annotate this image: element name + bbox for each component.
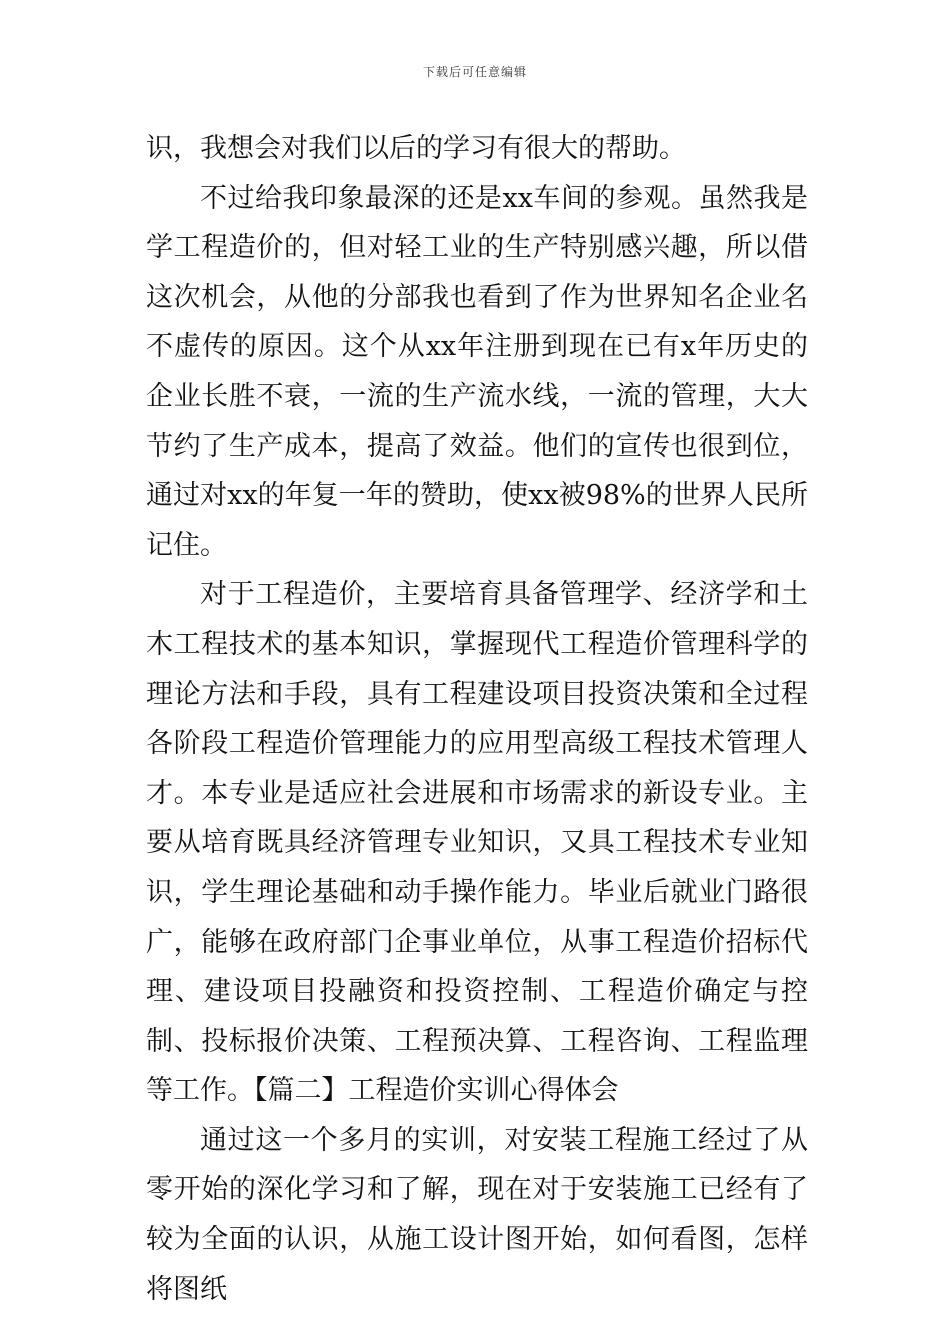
document-body bbox=[146, 124, 808, 1314]
paragraph-major: 对于工程造价，主要培育具备管理学、经济学和土木工程技术的基本知识，掌握现代工程造价管理科学的理论方法和手段，具有工程建设项目投资决策和全过程各阶段工程造价管理能力的应用型高级工程技术管理人才。本专业是适应社会进展和市场需求的新设专业。主要从培育既具经济管理专业知识，又具工程技术专业知识，学生理论基础和动手操作能力。毕业后就业门路很广，能够在政府部门企事业单位，从事工程造价招标代理、建设项目投融资和投资控制、工程造价确定与控制、投标报价决策、工程预决算、工程咨询、工程监理等工作。【篇二】工程造价实训心得体会 bbox=[146, 579, 808, 1107]
paragraph-visit: 不过给我印象最深的还是xx车间的参观。虽然我是学工程造价的，但对轻工业的生产特别感兴趣，所以借这次机会，从他的分部我也看到了作为世界知名企业名不虚传的原因。这个从xx年注册到现在已有x年历史的企业长胜不衰，一流的生产流水线，一流的管理，大大节约了生产成本，提高了效益。他们的宣传也很到位，通过对xx的年复一年的赞助，使xx被98%的世界人民所记住。 bbox=[146, 182, 808, 561]
paragraph-training: 通过这一个多月的实训，对安装工程施工经过了从零开始的深化学习和了解，现在对于安装施工已经有了较为全面的认识，从施工设计图开始，如何看图，怎样将图纸 bbox=[146, 1124, 808, 1305]
page-header: 下载后可任意编辑 bbox=[422, 65, 527, 79]
paragraph-continuation: 识，我想会对我们以后的学习有很大的帮助。 bbox=[146, 133, 686, 164]
